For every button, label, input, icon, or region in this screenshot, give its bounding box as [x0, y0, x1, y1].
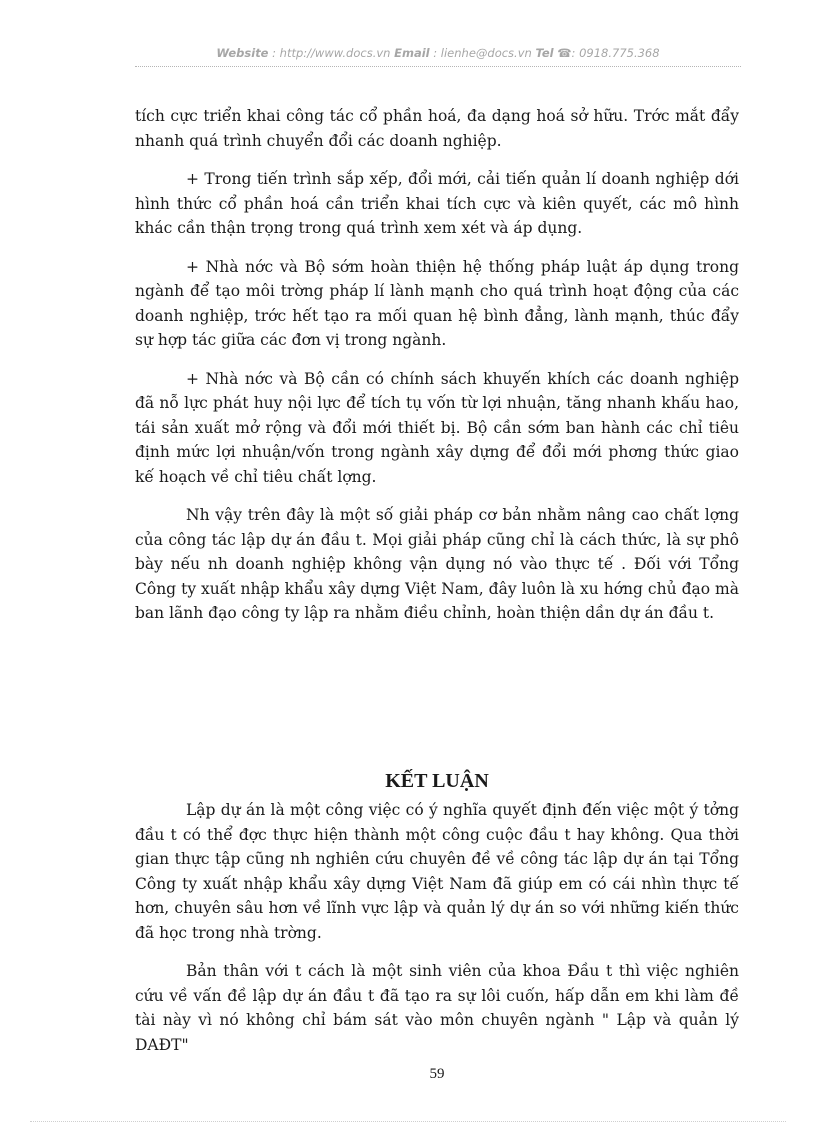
paragraph: Bản thân với t cách là một sinh viên của khoa Đầu t thì việc nghiên cứu về vấn đề lập dự án đầu t đã tạo ra sự lôi cuốn, hấp dẫn em khi làm đề tài này vì nó không chỉ bám sát vào môn chuyên ngành " Lập và quản lý DAĐT" [135, 962, 739, 1054]
email-value: : lienhe@docs.vn [433, 46, 532, 60]
paragraph: Lập dự án là một công việc có ý nghĩa quyết định đến việc một ý tởng đầu t có thể đợc thực hiện thành một công cuộc đầu t hay không. Qua thời gian thực tập cũng nh nghiên cứu chuyên đề về công tác lập dự án tại Tổng Công ty xuất nhập khẩu xây dựng Việt Nam đã giúp em có cái nhìn thực tế hơn, chuyên sâu hơn về lĩnh vực lập và quản lý dự án so với những kiến thức đã học trong nhà trờng. [135, 801, 739, 942]
footer-divider [30, 1121, 786, 1122]
website-value: : http://www.docs.vn [272, 46, 391, 60]
email-label: Email [394, 46, 430, 60]
paragraph: Nh vậy trên đây là một số giải pháp cơ bản nhằm nâng cao chất lợng của công tác lập dự án đầu t. Mọi giải pháp cũng chỉ là cách thức, là sự phô bày nếu nh doanh nghiệp không vận dụng nó vào thực tế . Đối với Tổng Công ty xuất nhập khẩu xây dựng Việt Nam, đây luôn là xu hớng chủ đạo mà ban lãnh đạo công ty lập ra nhằm điều chỉnh, hoàn thiện dần dự án đầu t. [135, 506, 739, 622]
paragraph: + Nhà nớc và Bộ cần có chính sách khuyến khích các doanh nghiệp đã nỗ lực phát huy nội lực để tích tụ vốn từ lợi nhuận, tăng nhanh khấu hao, tái sản xuất mở rộng và đổi mới thiết bị. Bộ cần sớm ban hành các chỉ tiêu định mức lợi nhuận/vốn trong ngành xây dựng để đổi mới phơng thức giao kế hoạch về chỉ tiêu chất lợng. [135, 369, 739, 486]
website-label: Website [216, 46, 269, 60]
body-text [135, 104, 739, 640]
page-number: 59 [429, 1066, 445, 1082]
page-header [135, 46, 741, 60]
tel-label: Tel [535, 46, 554, 60]
paragraph: + Trong tiến trình sắp xếp, đổi mới, cải tiến quản lí doanh nghiệp dới hình thức cổ phần hoá cần triển khai tích cực và kiên quyết, các mô hình khác cần thận trọng trong quá trình xem xét và áp dụng. [135, 170, 739, 237]
paragraph: tích cực triển khai công tác cổ phần hoá, đa dạng hoá sở hữu. Trớc mắt đẩy nhanh quá trình chuyển đổi các doanh nghiệp. [135, 107, 739, 150]
paragraph: + Nhà nớc và Bộ sớm hoàn thiện hệ thống pháp luật áp dụng trong ngành để tạo môi trờng pháp lí lành mạnh cho quá trình hoạt động của các doanh nghiệp, trớc hết tạo ra mối quan hệ bình đẳng, lành mạnh, thúc đẩy sự hợp tác giữa các đơn vị trong ngành. [135, 257, 739, 349]
section-title: KẾT LUẬN [385, 770, 489, 792]
tel-value: ☎: 0918.775.368 [557, 46, 660, 60]
header-divider [135, 66, 741, 67]
conclusion-text [135, 798, 739, 1071]
